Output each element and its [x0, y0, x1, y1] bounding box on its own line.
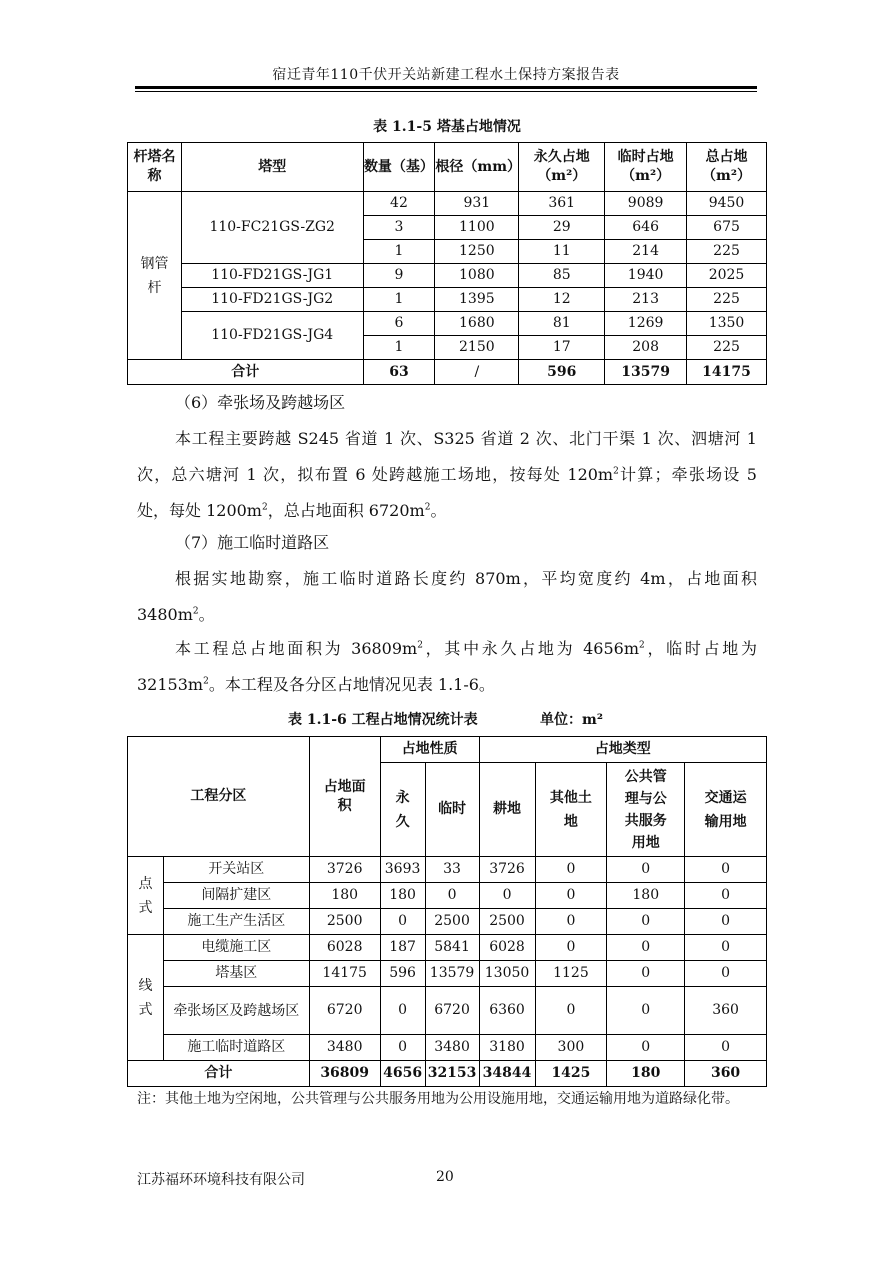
table1-header-total: 总占地（m²）: [687, 143, 767, 192]
table2-cell: 2500: [479, 909, 535, 935]
table2-header-farm: 耕地: [479, 763, 535, 857]
table2-cell: 596: [380, 961, 425, 987]
paragraph-line: 本工程主要跨越 S245 省道 1 次、S325 省道 2 次、北门干渠 1 次、泗塘河 1: [175, 429, 757, 448]
table1-caption: 表 1.1-5 塔基占地情况: [373, 119, 521, 135]
table1-group-text: 钢管杆: [140, 255, 169, 296]
table1-cell: 1269: [605, 312, 687, 336]
table2-zone-name-text: 牵张场区及跨越场区: [173, 1002, 300, 1019]
table-note: 注：其他土地为空闲地，公共管理与公共服务用地为公用设施用地，交通运输用地为道路绿化带。: [137, 1091, 739, 1107]
table2-cell: 0: [535, 883, 607, 909]
text-run: 次，总六塘河 1 次，拟布置 6 处跨越施工场地，按每处 120m: [137, 465, 614, 484]
table2-zone-name: [163, 987, 309, 1035]
text-run: ，总占地面积 6720m: [267, 501, 425, 520]
table1-total-count: 63: [363, 360, 435, 385]
table1-total-label: 合计: [128, 360, 364, 385]
table2-cell: 300: [535, 1035, 607, 1061]
header-title: 宿迁青年110千伏开关站新建工程水土保持方案报告表: [272, 67, 620, 83]
table1-cell: 1940: [605, 264, 687, 288]
table1-cell: 9450: [687, 192, 767, 216]
table2-cell: 6028: [309, 935, 380, 961]
table1-cell: 17: [519, 336, 605, 360]
table1-cell: 213: [605, 288, 687, 312]
superscript: 2: [417, 640, 423, 651]
table1-cell: 675: [687, 216, 767, 240]
table1-cell: 208: [605, 336, 687, 360]
header-rule-thin: [135, 91, 757, 92]
table2-header-public-text: 公共管理与公共服务用地: [624, 768, 667, 851]
table2-cell: 3726: [479, 857, 535, 883]
text-run: 处，每处 1200m: [137, 501, 262, 520]
table2-total-cell: 36809: [309, 1061, 380, 1087]
table2-cell: 6360: [479, 987, 535, 1035]
table2-cell: 0: [607, 935, 685, 961]
table1-cell: 214: [605, 240, 687, 264]
paragraph-total-area: [137, 631, 757, 703]
table1-type-cell: 110-FD21GS-JG2: [181, 288, 363, 312]
table2-group-line-text: 线式: [138, 977, 153, 1018]
table2-header-other: [535, 763, 607, 857]
table2-header-transport: [685, 763, 767, 857]
table2-cell: 2500: [309, 909, 380, 935]
table2-cell: 1125: [535, 961, 607, 987]
table1-cell: 12: [519, 288, 605, 312]
table2-header-other-text: 其他土地: [549, 789, 592, 830]
table1-cell: 1: [363, 336, 435, 360]
table1-cell: 1: [363, 288, 435, 312]
text-run: 本工程总占地面积为 36809m: [175, 639, 418, 658]
table2-group-point-text: 点式: [138, 875, 153, 916]
page-number: 20: [436, 1169, 454, 1185]
table2-zone-name: 开关站区: [163, 857, 309, 883]
table2-header-perm: [380, 763, 425, 857]
table2-cell: 3180: [479, 1035, 535, 1061]
table1-cell: 2025: [687, 264, 767, 288]
table1-cell: 2150: [435, 336, 519, 360]
superscript: 2: [613, 466, 619, 477]
table2-total-cell: 4656: [380, 1061, 425, 1087]
table2-header-landtype: 占地类型: [479, 737, 766, 763]
table2-total-cell: 180: [607, 1061, 685, 1087]
table1-cell: 81: [519, 312, 605, 336]
table1-cell: 1350: [687, 312, 767, 336]
paragraph-crossing: [137, 421, 757, 529]
table2-cell: 0: [535, 909, 607, 935]
table2-total-cell: 34844: [479, 1061, 535, 1087]
table1-total-root: /: [435, 360, 519, 385]
table2-cell: 0: [425, 883, 479, 909]
table1-cell: 11: [519, 240, 605, 264]
table2-zone-name: 电缆施工区: [163, 935, 309, 961]
paragraph-line: [137, 631, 757, 667]
table2-cell: 0: [607, 987, 685, 1035]
table2-zone-name: 塔基区: [163, 961, 309, 987]
table2-cell: 3480: [309, 1035, 380, 1061]
text-run: 3480m: [137, 605, 193, 624]
table2-cell: 187: [380, 935, 425, 961]
table2-cell: 0: [535, 857, 607, 883]
table1-cell: 1680: [435, 312, 519, 336]
table2-cell: 0: [685, 857, 767, 883]
table2-cell: 3480: [425, 1035, 479, 1061]
table2-cell: 0: [380, 1035, 425, 1061]
superscript: 2: [261, 502, 268, 513]
table2-total-cell: 1425: [535, 1061, 607, 1087]
table2-total-label: 合计: [128, 1061, 310, 1087]
paragraph-line: [137, 597, 757, 633]
table1-cell: 85: [519, 264, 605, 288]
text-run: ，临时占地为: [644, 639, 757, 658]
paragraph-line: 根据实地勘察，施工临时道路长度约 870m，平均宽度约 4m，占地面积: [175, 569, 757, 588]
table2-group-line: [128, 935, 164, 1061]
section-7-heading: （7）施工临时道路区: [175, 533, 330, 552]
table2-group-point: [128, 857, 164, 935]
table1-cell: 9: [363, 264, 435, 288]
table1-total-perm: 596: [519, 360, 605, 385]
footer-company: 江苏福环环境科技有限公司: [137, 1172, 305, 1188]
superscript: 2: [639, 640, 645, 651]
table2-cell: 13579: [425, 961, 479, 987]
table2-header-transport-text: 交通运输用地: [704, 789, 747, 830]
table2-cell: 0: [685, 883, 767, 909]
table2-cell: 0: [535, 987, 607, 1035]
table2-header-public: [607, 763, 685, 857]
table1-cell: 225: [687, 288, 767, 312]
table2-cell: 6720: [309, 987, 380, 1035]
table1-cell: 42: [363, 192, 435, 216]
table2: [127, 736, 767, 1087]
table2-header-area: [309, 737, 380, 857]
text-run: 计算；牵张场设 5: [618, 465, 757, 484]
table1-cell: 3: [363, 216, 435, 240]
paragraph-line: [137, 457, 757, 493]
table1-header-temp: 临时占地（m²）: [605, 143, 687, 192]
text-run: 。: [430, 501, 447, 520]
table2-cell: 14175: [309, 961, 380, 987]
table1-group-label: [128, 192, 182, 360]
table2-total-cell: 32153: [425, 1061, 479, 1087]
table2-cell: 0: [535, 935, 607, 961]
table2-cell: 0: [685, 1035, 767, 1061]
table2-cell: 5841: [425, 935, 479, 961]
superscript: 2: [192, 606, 199, 617]
table2-cell: 180: [380, 883, 425, 909]
table1-cell: 361: [519, 192, 605, 216]
table2-cell: 180: [607, 883, 685, 909]
table2-cell: 0: [380, 909, 425, 935]
table2-cell: 0: [685, 909, 767, 935]
table1: [127, 142, 767, 385]
table2-zone-name: 施工临时道路区: [163, 1035, 309, 1061]
table2-header-nature: 占地性质: [380, 737, 479, 763]
table2-cell: 360: [685, 987, 767, 1035]
table2-header-zone: 工程分区: [128, 737, 310, 857]
table2-cell: 6720: [425, 987, 479, 1035]
text-run: 。: [198, 605, 215, 624]
table2-cell: 0: [380, 987, 425, 1035]
table2-caption: 表 1.1-6 工程占地情况统计表: [288, 712, 478, 728]
table2-cell: 2500: [425, 909, 479, 935]
text-run: 32153m: [137, 675, 204, 694]
table1-cell: 1080: [435, 264, 519, 288]
table1-cell: 29: [519, 216, 605, 240]
table2-cell: 3693: [380, 857, 425, 883]
table1-cell: 1100: [435, 216, 519, 240]
table1-cell: 1395: [435, 288, 519, 312]
table2-cell: 0: [685, 961, 767, 987]
table1-cell: 225: [687, 336, 767, 360]
table1-cell: 6: [363, 312, 435, 336]
table2-header-area-text: 占地面积: [323, 778, 366, 814]
paragraph-line: [137, 667, 757, 703]
table1-cell: 931: [435, 192, 519, 216]
text-run: ，其中永久占地为 4656m: [422, 639, 639, 658]
table2-cell: 3726: [309, 857, 380, 883]
table2-total-cell: 360: [685, 1061, 767, 1087]
table1-header-pole: 杆塔名称: [128, 143, 182, 192]
table1-type-cell: 110-FD21GS-JG1: [181, 264, 363, 288]
table2-cell: 6028: [479, 935, 535, 961]
table2-header-perm-text: 永久: [395, 789, 410, 830]
paragraph-road: [137, 561, 757, 633]
table2-cell: 0: [607, 909, 685, 935]
text-run: 。本工程及各分区占地情况见表 1.1-6。: [208, 675, 495, 694]
table2-cell: 33: [425, 857, 479, 883]
table1-type-cell: 110-FC21GS-ZG2: [181, 192, 363, 264]
table1-cell: 9089: [605, 192, 687, 216]
table1-total-temp: 13579: [605, 360, 687, 385]
table2-cell: 0: [607, 857, 685, 883]
table2-cell: 180: [309, 883, 380, 909]
table2-cell: 0: [685, 935, 767, 961]
table2-unit: 单位：m²: [540, 712, 603, 728]
table2-cell: 0: [607, 961, 685, 987]
superscript: 2: [424, 502, 431, 513]
table1-header-type: 塔型: [181, 143, 363, 192]
table2-zone-name: 间隔扩建区: [163, 883, 309, 909]
section-6-heading: （6）牵张场及跨越场区: [175, 393, 346, 412]
paragraph-line: [137, 493, 757, 529]
table1-header-root: 根径（mm）: [435, 143, 519, 192]
table2-cell: 0: [607, 1035, 685, 1061]
superscript: 2: [203, 676, 209, 687]
header-rule: [135, 86, 757, 89]
table1-header-count: 数量（基）: [363, 143, 435, 192]
table1-total-total: 14175: [687, 360, 767, 385]
table2-cell: 13050: [479, 961, 535, 987]
table1-type-cell: 110-FD21GS-JG4: [181, 312, 363, 360]
table2-zone-name: 施工生产生活区: [163, 909, 309, 935]
table2-header-temp: 临时: [425, 763, 479, 857]
table2-cell: 0: [479, 883, 535, 909]
table1-cell: 646: [605, 216, 687, 240]
table1-header-perm: 永久占地（m²）: [519, 143, 605, 192]
table1-cell: 1250: [435, 240, 519, 264]
table1-cell: 1: [363, 240, 435, 264]
table1-cell: 225: [687, 240, 767, 264]
